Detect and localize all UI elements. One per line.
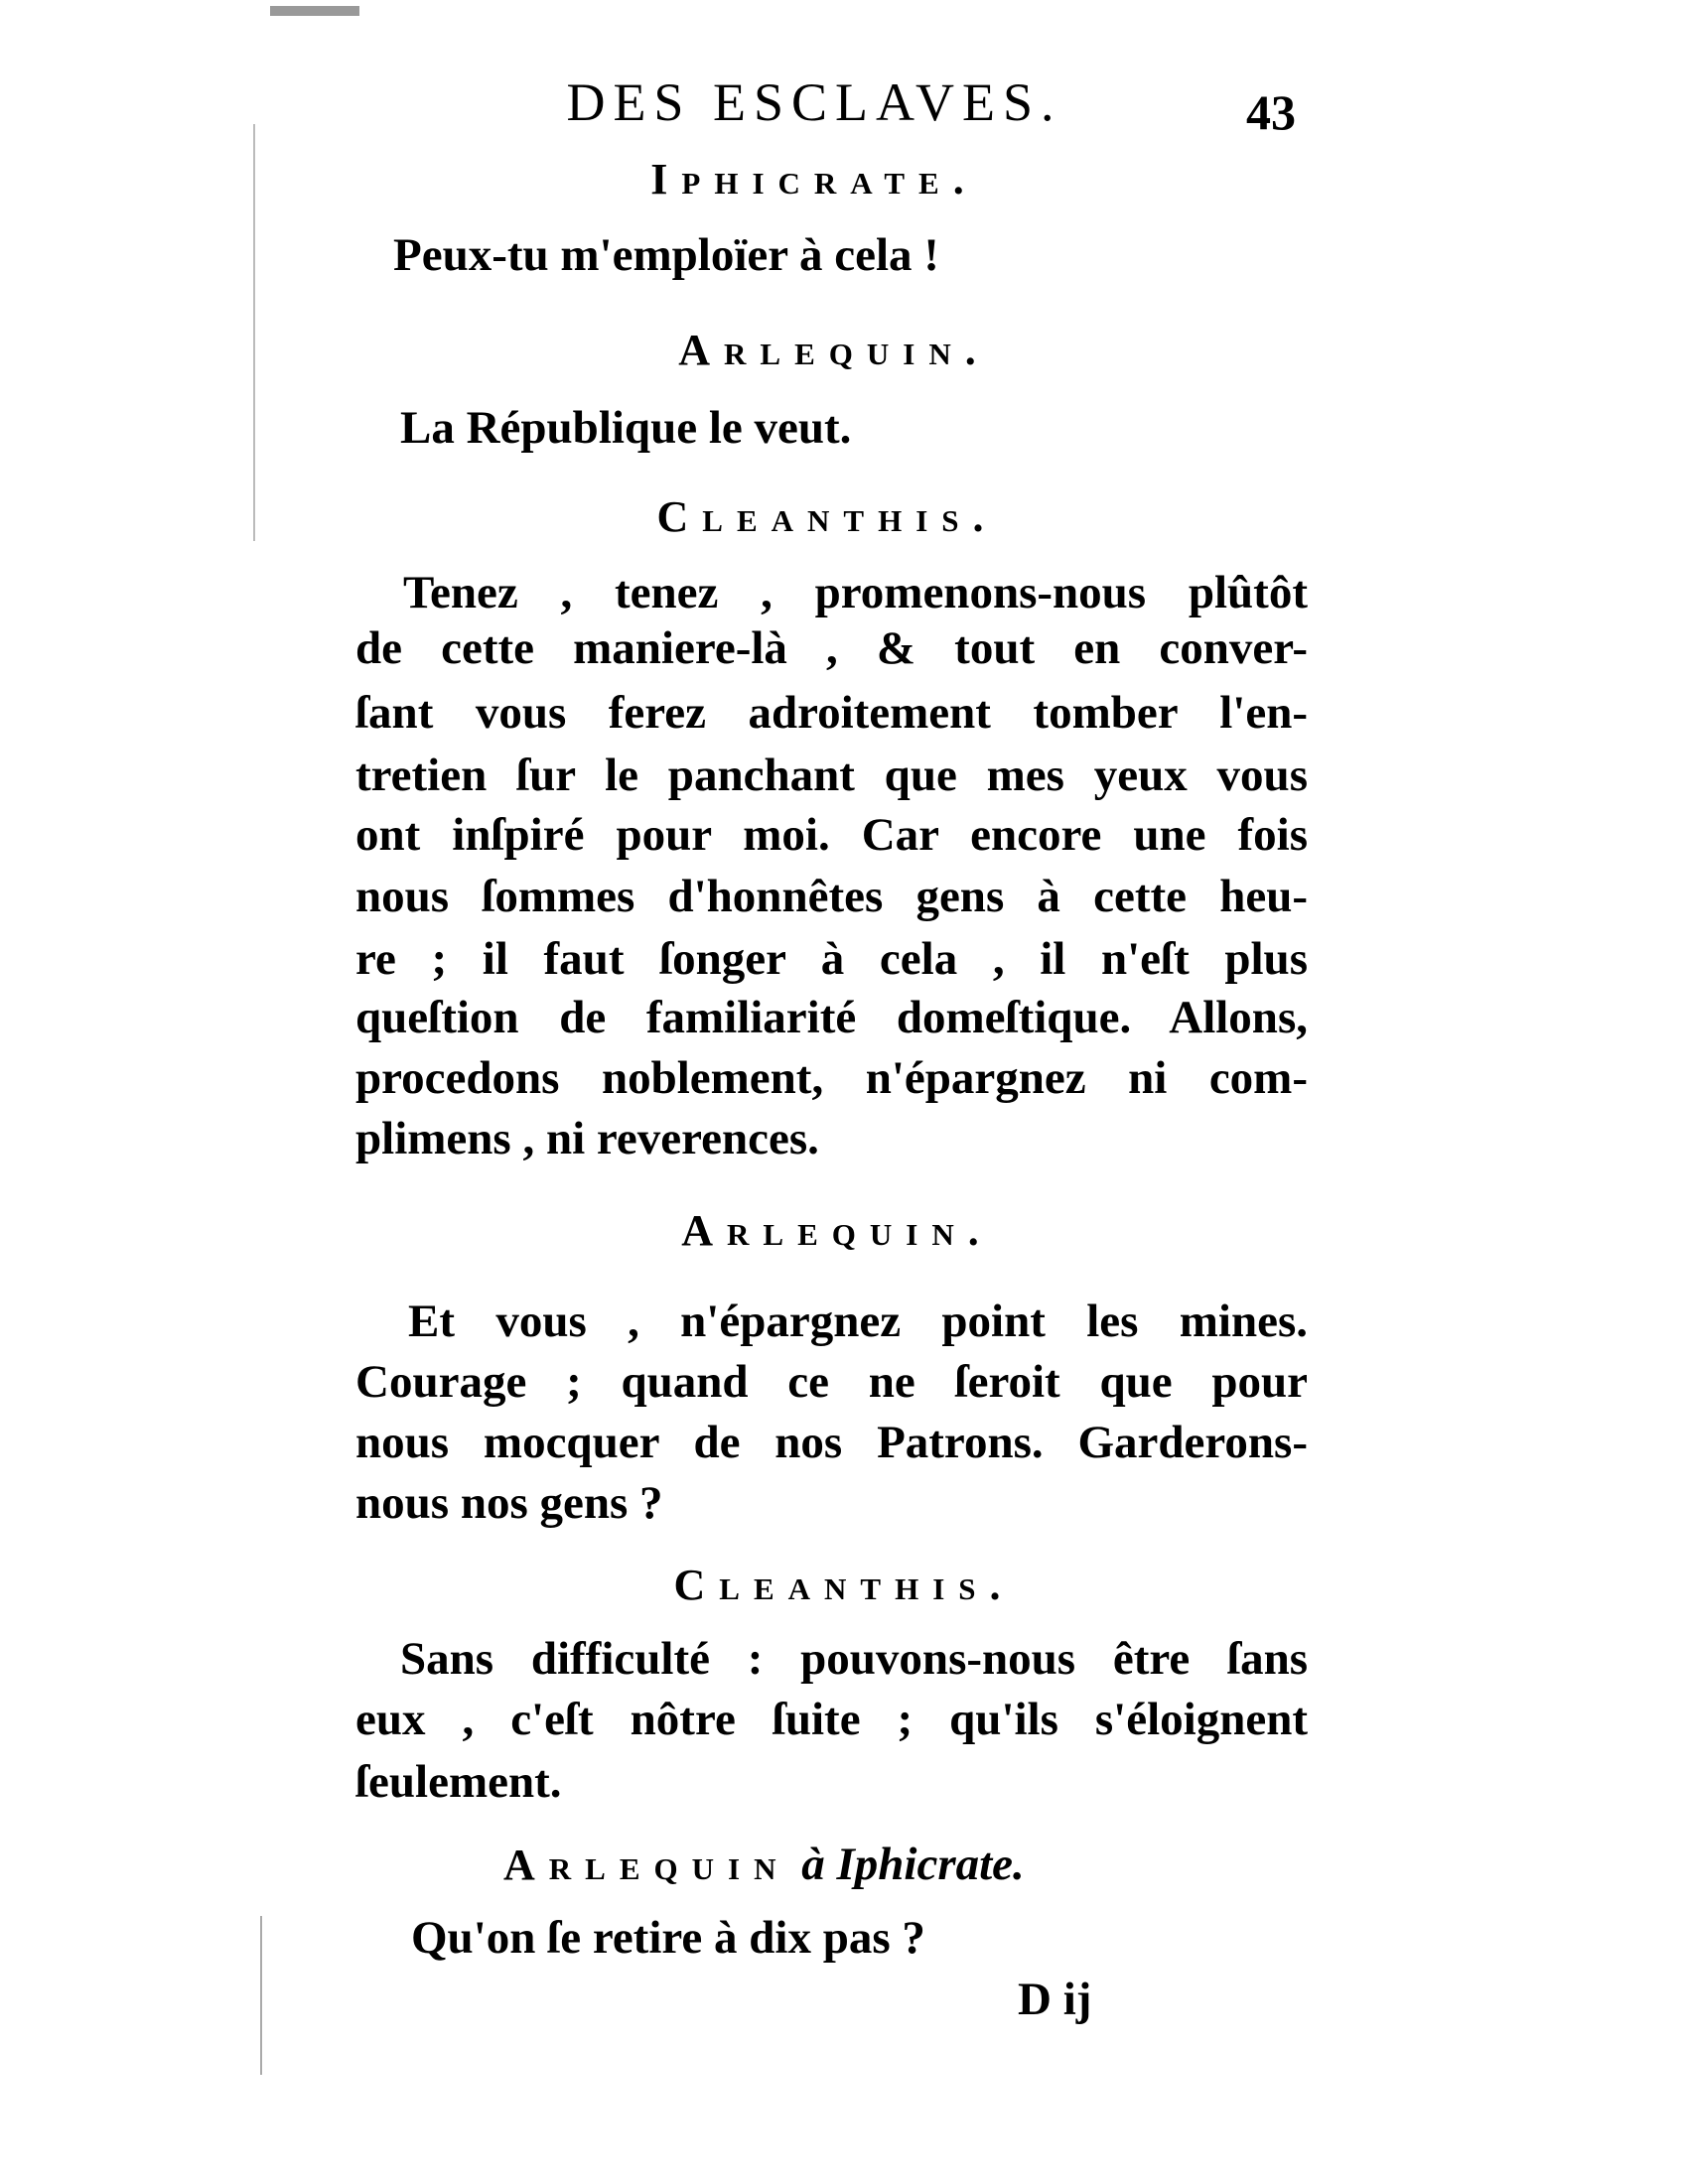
page-number: 43 (1246, 84, 1296, 140)
verse-line: plimens , ni reverences. (355, 1113, 819, 1164)
speaker-with-direction (503, 1834, 1025, 1895)
verse-line: La République le veut. (400, 402, 852, 454)
scan-margin-noise (260, 1916, 262, 2075)
signature-mark: D ij (1018, 1974, 1092, 2025)
verse-line: Peux-tu m'emploïer à cela ! (393, 229, 939, 281)
verse-line: Tenez , tenez , promenons-nous plûtôt (403, 567, 1308, 618)
verse-line: de cette maniere-là , & tout en conver- (355, 622, 1308, 674)
speaker-name: Arlequin (503, 1841, 790, 1889)
verse-line: Courage ; quand ce ne ſeroit que pour (355, 1356, 1308, 1408)
verse-line: ſant vous ferez adroitement tomber l'en- (355, 687, 1308, 739)
verse-line: ſeulement. (355, 1756, 562, 1808)
verse-line: procedons noblement, n'épargnez ni com- (355, 1052, 1308, 1104)
speaker-name: Arlequin. (681, 1206, 993, 1255)
running-head: DES ESCLAVES. (566, 72, 1062, 132)
scan-top-noise (270, 6, 359, 16)
verse-line: tretien ſur le panchant que mes yeux vous (355, 750, 1308, 801)
verse-line: nous nos gens ? (355, 1477, 663, 1529)
speaker-name: Iphicrate. (650, 155, 978, 204)
verse-line: nous mocquer de nos Patrons. Garderons- (355, 1417, 1308, 1468)
verse-line: Qu'on ſe retire à dix pas ? (411, 1912, 925, 1964)
speaker-name: Arlequin. (678, 326, 990, 374)
speaker-name: Cleanthis. (656, 492, 998, 541)
verse-line: queſtion de familiarité domeſtique. Allons, (355, 992, 1308, 1043)
verse-line: ont inſpiré pour moi. Car encore une fois (355, 809, 1308, 861)
verse-line: Sans difficulté : pouvons-nous être ſans (400, 1633, 1308, 1685)
stage-direction: à Iphicrate. (801, 1839, 1025, 1890)
verse-line: re ; il faut ſonger à cela , il n'eſt plus (355, 933, 1308, 985)
verse-line: eux , c'eſt nôtre ſuite ; qu'ils s'éloignent (355, 1694, 1308, 1745)
verse-line: Et vous , n'épargnez point les mines. (408, 1296, 1308, 1347)
verse-line: nous ſommes d'honnêtes gens à cette heu- (355, 871, 1308, 922)
scan-margin-noise (253, 124, 255, 541)
speaker-name: Cleanthis. (673, 1561, 1015, 1609)
